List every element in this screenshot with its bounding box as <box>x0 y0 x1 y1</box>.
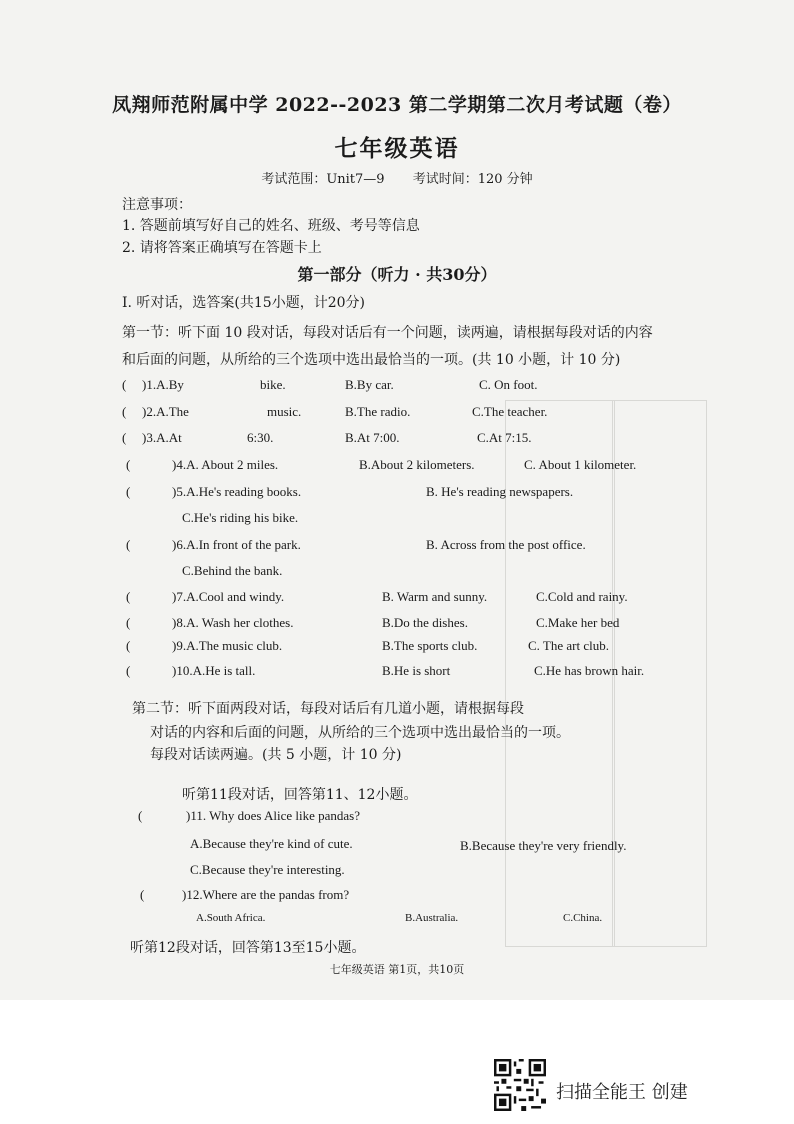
section-2-instruction-line-2: 对话的内容和后面的问题，从所给的三个选项中选出最恰当的一项。 <box>150 725 570 741</box>
section-1-instruction-line-2: 和后面的问题，从所给的三个选项中选出最恰当的一项。(共 10 小题，计 10 分) <box>122 352 621 368</box>
question-2 <box>122 404 702 424</box>
answer-paren: ( <box>140 887 145 902</box>
question-4 <box>126 457 706 477</box>
question-2-option-a-rest: music. <box>267 404 302 419</box>
question-4-option-b: B.About 2 kilometers. <box>359 457 475 472</box>
question-4-option-c: C. About 1 kilometer. <box>524 457 637 472</box>
exam-time: 考试时间：120 分钟 <box>412 172 533 187</box>
question-7-option-a: )7.A.Cool and windy. <box>172 589 285 604</box>
question-9-option-a: )9.A.The music club. <box>172 638 283 653</box>
question-1-option-a: )1.A.By <box>142 377 184 392</box>
question-5 <box>126 484 706 504</box>
page-footer: 七年级英语 第1页，共10页 <box>329 963 465 976</box>
section-1-instruction-line-1: 第一节：听下面 10 段对话，每段对话后有一个问题，读两遍，请根据每段对话的内容 <box>122 325 653 341</box>
question-3-option-a-rest: 6:30. <box>247 430 274 445</box>
question-2-option-a: )2.A.The <box>142 404 189 419</box>
question-10-option-c: C.He has brown hair. <box>534 663 645 678</box>
answer-paren: ( <box>122 430 127 445</box>
dialogue-12-intro: 听第12段对话，回答第13至15小题。 <box>130 940 366 956</box>
notes-heading: 注意事项： <box>122 197 192 213</box>
question-5-option-a: )5.A.He's reading books. <box>172 484 302 499</box>
question-8-option-a: )8.A. Wash her clothes. <box>172 615 294 630</box>
question-4-option-a: )4.A. About 2 miles. <box>172 457 279 472</box>
question-12-option-c: C.China. <box>563 912 603 924</box>
question-1-option-c: C. On foot. <box>479 377 538 392</box>
note-item-1: 1. 答题前填写好自己的姓名、班级、考号等信息 <box>122 218 420 234</box>
exam-subject: 七年级英语 <box>334 135 460 162</box>
question-11 <box>138 808 698 828</box>
question-11-option-c: C.Because they're interesting. <box>190 862 345 877</box>
question-3-option-a: )3.A.At <box>142 430 182 445</box>
question-1-option-a-rest: bike. <box>260 377 286 392</box>
answer-paren: ( <box>126 638 131 653</box>
question-5-option-b: B. He's reading newspapers. <box>426 484 574 499</box>
answer-paren: ( <box>138 808 143 823</box>
question-7 <box>126 589 706 609</box>
exam-scope: 考试范围：Unit7—9 <box>261 172 385 187</box>
question-8 <box>126 615 706 635</box>
question-6-option-c: C.Behind the bank. <box>182 563 283 578</box>
section-2-instruction-line-1: 第二节：听下面两段对话，每段对话后有几道小题，请根据每段 <box>132 701 524 717</box>
section-1-title: I. 听对话，选答案(共15小题，计20分) <box>122 295 365 311</box>
scanner-watermark: 扫描全能王 创建 <box>556 1082 688 1103</box>
note-item-2: 2. 请将答案正确填写在答题卡上 <box>122 240 322 256</box>
question-2-option-c: C.The teacher. <box>472 404 548 419</box>
exam-meta <box>0 168 794 187</box>
question-6-option-a: )6.A.In front of the park. <box>172 537 301 552</box>
answer-paren: ( <box>122 377 127 392</box>
question-9 <box>126 638 706 658</box>
qr-code-icon <box>494 1059 546 1111</box>
question-9-option-c: C. The art club. <box>528 638 609 653</box>
question-11-option-a: A.Because they're kind of cute. <box>190 836 353 851</box>
question-11-option-b: B.Because they're very friendly. <box>460 838 627 853</box>
question-12-option-b: B.Australia. <box>405 912 459 924</box>
question-3 <box>122 430 702 450</box>
dialogue-11-intro: 听第11段对话，回答第11、12小题。 <box>182 787 418 803</box>
question-12-option-a: A.South Africa. <box>196 912 266 924</box>
question-1-option-b: B.By car. <box>345 377 394 392</box>
answer-paren: ( <box>122 404 127 419</box>
question-10 <box>126 663 706 683</box>
question-8-option-c: C.Make her bed <box>536 615 620 630</box>
section-2-instruction-line-3: 每段对话读两遍。(共 5 小题，计 10 分) <box>150 747 402 763</box>
question-11-stem: )11. Why does Alice like pandas? <box>186 808 361 823</box>
answer-paren: ( <box>126 457 131 472</box>
question-12 <box>140 887 700 907</box>
question-3-option-c: C.At 7:15. <box>477 430 532 445</box>
answer-paren: ( <box>126 663 131 678</box>
question-12-stem: )12.Where are the pandas from? <box>182 887 350 902</box>
question-6 <box>126 537 706 557</box>
question-7-option-b: B. Warm and sunny. <box>382 589 488 604</box>
question-7-option-c: C.Cold and rainy. <box>536 589 628 604</box>
question-5-option-c: C.He's riding his bike. <box>182 510 299 525</box>
question-1 <box>122 377 702 397</box>
question-6-option-b: B. Across from the post office. <box>426 537 586 552</box>
exam-title: 凤翔师范附属中学 2022--2023 第二学期第二次月考试题（卷） <box>112 94 682 116</box>
question-10-option-a: )10.A.He is tall. <box>172 663 256 678</box>
question-2-option-b: B.The radio. <box>345 404 411 419</box>
answer-paren: ( <box>126 537 131 552</box>
question-10-option-b: B.He is short <box>382 663 451 678</box>
part-1-title: 第一部分（听力 · 共30分） <box>297 265 497 284</box>
question-8-option-b: B.Do the dishes. <box>382 615 468 630</box>
answer-paren: ( <box>126 615 131 630</box>
question-3-option-b: B.At 7:00. <box>345 430 400 445</box>
answer-paren: ( <box>126 484 131 499</box>
question-9-option-b: B.The sports club. <box>382 638 478 653</box>
answer-paren: ( <box>126 589 131 604</box>
